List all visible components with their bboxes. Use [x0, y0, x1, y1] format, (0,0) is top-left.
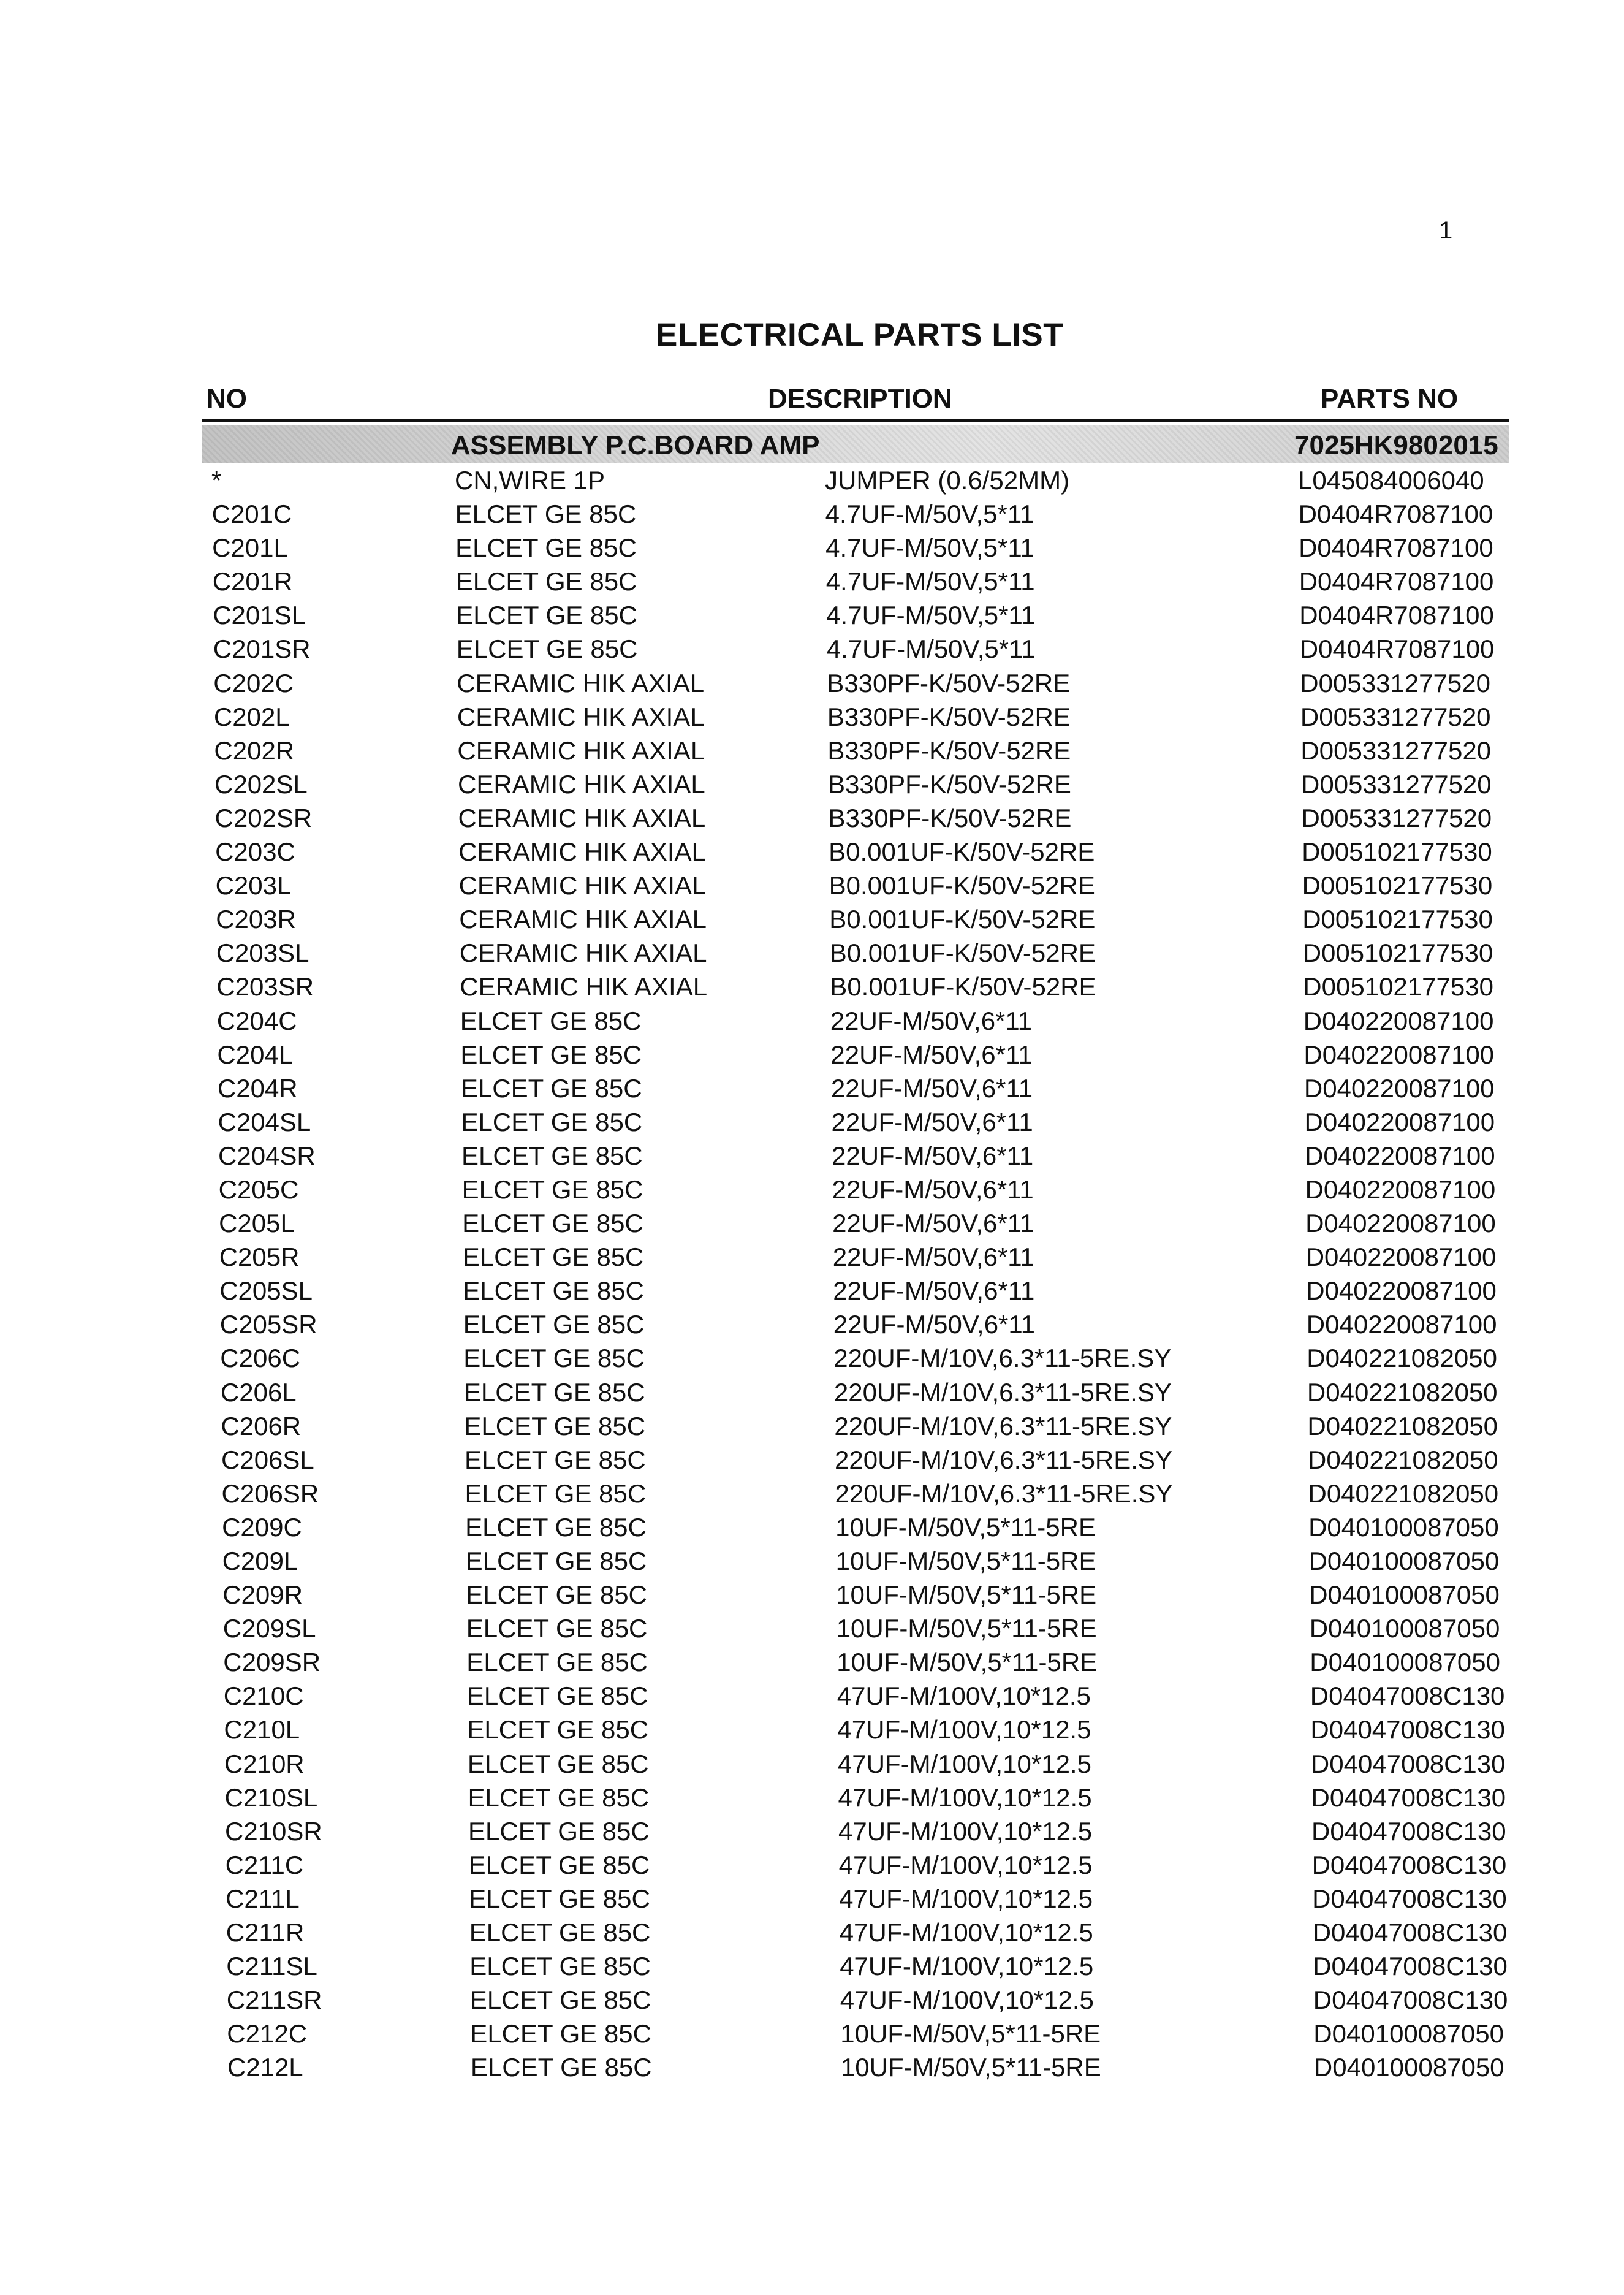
part-description: ELCET GE 85C: [465, 1547, 647, 1575]
part-specification: 220UF-M/10V,6.3*11-5RE.SY: [833, 1377, 1172, 1407]
part-specification: 220UF-M/10V,6.3*11-5RE.SY: [834, 1411, 1172, 1441]
header-divider: [202, 419, 1509, 422]
part-parts-no: D040100087050: [1313, 2053, 1504, 2082]
part-specification: 10UF-M/50V,5*11-5RE: [836, 1580, 1097, 1610]
table-row: [7, 1206, 1624, 1240]
part-description: ELCET GE 85C: [456, 601, 637, 630]
column-header-description: DESCRIPTION: [768, 384, 952, 414]
part-specification: B0.001UF-K/50V-52RE: [829, 938, 1096, 968]
part-description: ELCET GE 85C: [455, 500, 637, 529]
part-specification: 220UF-M/10V,6.3*11-5RE.SY: [835, 1445, 1172, 1474]
table-row: [15, 1983, 1624, 2017]
part-number-ref: C210SL: [224, 1783, 318, 1812]
table-row: [11, 1544, 1624, 1578]
part-parts-no: D0404R7087100: [1299, 567, 1494, 596]
part-description: ELCET GE 85C: [461, 1174, 643, 1204]
part-specification: 220UF-M/10V,6.3*11-5RE.SY: [833, 1344, 1172, 1373]
part-parts-no: D005331277520: [1300, 668, 1490, 698]
table-row: [13, 1781, 1624, 1814]
part-specification: 10UF-M/50V,5*11-5RE: [840, 2019, 1101, 2049]
table-row: [7, 1173, 1624, 1206]
part-number-ref: C210SR: [225, 1816, 322, 1846]
part-parts-no: D005102177530: [1302, 871, 1493, 900]
part-description: ELCET GE 85C: [460, 1006, 642, 1035]
part-parts-no: D040220087100: [1306, 1310, 1497, 1339]
part-number-ref: C212L: [227, 2053, 303, 2082]
column-header-no: NO: [207, 384, 247, 414]
part-number-ref: C201SL: [213, 601, 306, 630]
table-row: [5, 970, 1624, 1003]
part-parts-no: D005331277520: [1301, 769, 1492, 799]
part-number-ref: C201L: [212, 533, 288, 563]
assembly-label: ASSEMBLY P.C.BOARD AMP: [451, 430, 820, 460]
part-number-ref: C203L: [215, 871, 292, 900]
part-specification: 4.7UF-M/50V,5*11: [826, 601, 1036, 630]
part-specification: 47UF-M/100V,10*12.5: [837, 1715, 1091, 1745]
part-number-ref: C204L: [217, 1040, 294, 1069]
part-number-ref: C201SR: [213, 634, 311, 664]
part-specification: 47UF-M/100V,10*12.5: [839, 1918, 1093, 1947]
part-number-ref: C210C: [223, 1681, 304, 1711]
part-number-ref: C205R: [219, 1243, 300, 1272]
part-parts-no: D0404R7087100: [1299, 533, 1493, 563]
table-row: [3, 767, 1624, 801]
part-parts-no: D04047008C130: [1310, 1681, 1505, 1711]
table-row: [15, 1916, 1624, 1949]
part-parts-no: D0404R7087100: [1299, 634, 1495, 664]
part-specification: 22UF-M/50V,6*11: [832, 1174, 1034, 1204]
part-description: ELCET GE 85C: [468, 1850, 650, 1879]
part-description: ELCET GE 85C: [462, 1209, 643, 1238]
part-description: ELCET GE 85C: [455, 533, 637, 563]
part-description: ELCET GE 85C: [467, 1715, 649, 1745]
part-parts-no: D005102177530: [1302, 938, 1493, 968]
part-description: ELCET GE 85C: [470, 2019, 651, 2049]
part-description: ELCET GE 85C: [469, 1918, 651, 1947]
part-description: ELCET GE 85C: [464, 1411, 646, 1441]
part-number-ref: C202C: [213, 668, 294, 698]
part-specification: 10UF-M/50V,5*11-5RE: [835, 1512, 1096, 1542]
part-specification: 10UF-M/50V,5*11-5RE: [840, 2053, 1101, 2082]
table-row: [7, 1105, 1624, 1139]
part-specification: B330PF-K/50V-52RE: [828, 769, 1071, 799]
table-row: [2, 700, 1624, 734]
table-row: [14, 1882, 1624, 1916]
table-row: [2, 666, 1624, 700]
part-number-ref: C210R: [224, 1749, 305, 1778]
assembly-parts-no: 7025HK9802015: [1294, 430, 1498, 460]
part-specification: 22UF-M/50V,6*11: [833, 1276, 1035, 1306]
table-row: [2, 632, 1624, 666]
part-specification: 22UF-M/50V,6*11: [830, 1006, 1033, 1035]
table-row: [9, 1307, 1624, 1341]
part-specification: JUMPER (0.6/52MM): [825, 466, 1070, 495]
table-row: [7, 1139, 1624, 1173]
part-description: CERAMIC HIK AXIAL: [458, 769, 705, 799]
table-row: [12, 1713, 1624, 1746]
part-number-ref: C209SL: [222, 1614, 316, 1643]
part-parts-no: D040220087100: [1305, 1174, 1496, 1204]
part-number-ref: C206L: [220, 1377, 297, 1407]
part-description: ELCET GE 85C: [461, 1107, 643, 1136]
part-specification: 47UF-M/100V,10*12.5: [840, 1952, 1094, 1981]
part-description: ELCET GE 85C: [469, 1884, 650, 1913]
part-description: CN,WIRE 1P: [455, 466, 605, 495]
part-specification: B0.001UF-K/50V-52RE: [829, 837, 1095, 867]
part-parts-no: D005102177530: [1303, 972, 1493, 1002]
table-row: [4, 902, 1624, 936]
part-description: ELCET GE 85C: [465, 1512, 647, 1542]
part-number-ref: C203SR: [216, 972, 314, 1002]
page-title: ELECTRICAL PARTS LIST: [656, 317, 1064, 353]
part-description: CERAMIC HIK AXIAL: [457, 668, 705, 698]
part-parts-no: D040100087050: [1310, 1648, 1500, 1677]
table-row: [1, 565, 1624, 598]
part-specification: 22UF-M/50V,6*11: [832, 1141, 1034, 1170]
part-description: ELCET GE 85C: [468, 1783, 650, 1812]
part-number-ref: C210L: [224, 1715, 300, 1745]
part-number-ref: C211SR: [226, 1985, 322, 2015]
table-row: [1, 531, 1624, 565]
part-parts-no: D040220087100: [1304, 1107, 1495, 1136]
part-parts-no: D04047008C130: [1312, 1918, 1508, 1947]
table-row: [4, 835, 1624, 869]
table-row: [10, 1443, 1624, 1477]
part-description: CERAMIC HIK AXIAL: [457, 702, 705, 731]
table-row: [1, 598, 1624, 632]
part-description: CERAMIC HIK AXIAL: [458, 803, 706, 832]
part-parts-no: D0404R7087100: [1299, 601, 1494, 630]
part-number-ref: C203R: [216, 905, 296, 934]
part-description: ELCET GE 85C: [462, 1243, 644, 1272]
part-number-ref: C206R: [221, 1411, 302, 1441]
assembly-row: [202, 425, 1509, 463]
part-number-ref: C206C: [220, 1344, 301, 1373]
part-number-ref: C202R: [214, 736, 295, 765]
part-specification: B330PF-K/50V-52RE: [828, 803, 1072, 832]
column-header-parts-no: PARTS NO: [1321, 384, 1459, 414]
part-specification: B330PF-K/50V-52RE: [827, 702, 1071, 731]
part-number-ref: C206SR: [221, 1479, 319, 1508]
part-number-ref: C209R: [222, 1580, 303, 1610]
part-parts-no: D005331277520: [1300, 702, 1491, 731]
part-parts-no: D04047008C130: [1311, 1816, 1506, 1846]
part-parts-no: D040220087100: [1306, 1276, 1497, 1306]
part-description: ELCET GE 85C: [466, 1681, 648, 1711]
part-description: ELCET GE 85C: [463, 1377, 645, 1407]
part-parts-no: D040221082050: [1308, 1445, 1498, 1474]
table-row: [6, 1004, 1624, 1038]
part-number-ref: C206SL: [221, 1445, 314, 1474]
table-row: [5, 936, 1624, 970]
part-parts-no: D040220087100: [1305, 1141, 1495, 1170]
table-row: [8, 1240, 1624, 1274]
part-number-ref: C202SR: [214, 803, 313, 832]
part-parts-no: D005331277520: [1301, 803, 1492, 832]
table-row: [6, 1038, 1624, 1071]
part-specification: 22UF-M/50V,6*11: [832, 1243, 1034, 1272]
part-description: ELCET GE 85C: [467, 1749, 649, 1778]
part-description: ELCET GE 85C: [455, 567, 637, 596]
part-specification: 10UF-M/50V,5*11-5RE: [837, 1648, 1098, 1677]
part-description: CERAMIC HIK AXIAL: [460, 972, 708, 1002]
table-row: [10, 1510, 1624, 1544]
part-specification: 22UF-M/50V,6*11: [830, 1073, 1033, 1103]
part-number-ref: C205L: [219, 1209, 295, 1238]
table-row: [9, 1376, 1624, 1409]
part-number-ref: C204C: [216, 1006, 297, 1035]
table-row: [9, 1409, 1624, 1443]
part-specification: 4.7UF-M/50V,5*11: [826, 634, 1036, 664]
table-row: [16, 2050, 1624, 2084]
table-row: [0, 463, 1624, 497]
part-number-ref: C205SR: [219, 1310, 317, 1339]
part-specification: 4.7UF-M/50V,5*11: [825, 500, 1034, 529]
part-number-ref: C211L: [226, 1884, 300, 1913]
part-parts-no: D040221082050: [1308, 1479, 1499, 1508]
part-specification: 22UF-M/50V,6*11: [833, 1310, 1036, 1339]
parts-table: [0, 463, 1624, 2085]
part-parts-no: D040100087050: [1309, 1614, 1500, 1643]
table-row: [6, 1071, 1624, 1105]
part-specification: 47UF-M/100V,10*12.5: [837, 1749, 1091, 1778]
part-number-ref: C205C: [218, 1174, 299, 1204]
part-parts-no: D04047008C130: [1311, 1850, 1507, 1879]
table-row: [10, 1477, 1624, 1510]
part-parts-no: D04047008C130: [1310, 1749, 1506, 1778]
part-parts-no: D04047008C130: [1313, 1952, 1508, 1981]
table-row: [11, 1578, 1624, 1612]
part-description: ELCET GE 85C: [463, 1310, 645, 1339]
part-specification: 47UF-M/100V,10*12.5: [840, 1985, 1094, 2015]
part-description: ELCET GE 85C: [469, 1952, 651, 1981]
part-parts-no: D040220087100: [1303, 1040, 1495, 1069]
part-specification: 22UF-M/50V,6*11: [831, 1107, 1033, 1136]
part-parts-no: D040220087100: [1305, 1243, 1497, 1272]
part-description: CERAMIC HIK AXIAL: [458, 837, 706, 867]
part-specification: 4.7UF-M/50V,5*11: [825, 567, 1035, 596]
part-parts-no: D040220087100: [1303, 1073, 1495, 1103]
part-parts-no: D040221082050: [1307, 1344, 1497, 1373]
part-number-ref: C204SL: [218, 1107, 311, 1136]
part-number-ref: C209L: [222, 1547, 298, 1575]
part-description: ELCET GE 85C: [461, 1141, 643, 1170]
part-specification: 47UF-M/100V,10*12.5: [838, 1816, 1093, 1846]
part-description: ELCET GE 85C: [466, 1580, 647, 1610]
part-description: CERAMIC HIK AXIAL: [458, 871, 707, 900]
part-number-ref: C201C: [211, 500, 292, 529]
part-number-ref: C209SR: [223, 1648, 321, 1677]
table-row: [13, 1814, 1624, 1848]
part-number-ref: C201R: [212, 567, 293, 596]
part-parts-no: D04047008C130: [1312, 1884, 1507, 1913]
part-parts-no: D04047008C130: [1311, 1783, 1506, 1812]
table-row: [9, 1341, 1624, 1375]
part-description: ELCET GE 85C: [470, 2053, 652, 2082]
table-row: [14, 1848, 1624, 1882]
table-row: [8, 1274, 1624, 1307]
part-description: ELCET GE 85C: [468, 1816, 650, 1846]
part-specification: B0.001UF-K/50V-52RE: [830, 972, 1096, 1002]
part-parts-no: D040100087050: [1309, 1580, 1500, 1610]
table-row: [12, 1679, 1624, 1713]
part-parts-no: D0404R7087100: [1298, 500, 1493, 529]
part-parts-no: D005102177530: [1302, 837, 1492, 867]
part-specification: B330PF-K/50V-52RE: [827, 668, 1071, 698]
part-number-ref: C205SL: [219, 1276, 313, 1306]
table-row: [4, 801, 1624, 835]
part-number-ref: C202L: [213, 702, 290, 731]
part-number-ref: C204SR: [218, 1141, 316, 1170]
part-number-ref: C209C: [222, 1512, 302, 1542]
part-specification: B0.001UF-K/50V-52RE: [829, 871, 1095, 900]
part-description: CERAMIC HIK AXIAL: [459, 938, 707, 968]
part-description: ELCET GE 85C: [465, 1479, 647, 1508]
part-number-ref: C204R: [217, 1073, 298, 1103]
part-specification: B0.001UF-K/50V-52RE: [829, 905, 1096, 934]
part-description: CERAMIC HIK AXIAL: [459, 905, 707, 934]
part-parts-no: D005102177530: [1302, 905, 1493, 934]
part-description: CERAMIC HIK AXIAL: [457, 736, 705, 765]
part-parts-no: D040220087100: [1305, 1209, 1496, 1238]
table-row: [1, 497, 1624, 531]
part-parts-no: D005331277520: [1300, 736, 1492, 765]
part-specification: B330PF-K/50V-52RE: [827, 736, 1071, 765]
part-specification: 47UF-M/100V,10*12.5: [838, 1850, 1093, 1879]
part-parts-no: D04047008C130: [1313, 1985, 1508, 2015]
part-number-ref: C211R: [226, 1918, 305, 1947]
part-number-ref: C202SL: [214, 769, 308, 799]
part-description: ELCET GE 85C: [456, 634, 638, 664]
part-parts-no: L045084006040: [1298, 466, 1484, 495]
part-description: ELCET GE 85C: [466, 1648, 648, 1677]
part-specification: 22UF-M/50V,6*11: [832, 1209, 1034, 1238]
table-row: [13, 1747, 1624, 1781]
part-specification: 4.7UF-M/50V,5*11: [825, 533, 1034, 563]
part-description: ELCET GE 85C: [463, 1344, 645, 1373]
part-description: ELCET GE 85C: [469, 1985, 651, 2015]
part-parts-no: D040100087050: [1313, 2019, 1504, 2049]
part-specification: 47UF-M/100V,10*12.5: [839, 1884, 1093, 1913]
part-specification: 10UF-M/50V,5*11-5RE: [835, 1547, 1096, 1575]
part-number-ref: C203C: [215, 837, 295, 867]
table-row: [2, 734, 1624, 767]
part-description: ELCET GE 85C: [466, 1614, 648, 1643]
part-specification: 220UF-M/10V,6.3*11-5RE.SY: [835, 1479, 1173, 1508]
table-row: [12, 1645, 1624, 1679]
part-specification: 47UF-M/100V,10*12.5: [837, 1681, 1091, 1711]
part-specification: 10UF-M/50V,5*11-5RE: [836, 1614, 1097, 1643]
part-description: ELCET GE 85C: [460, 1040, 642, 1069]
part-parts-no: D040100087050: [1308, 1512, 1499, 1542]
table-row: [4, 869, 1624, 902]
part-description: ELCET GE 85C: [463, 1276, 644, 1306]
part-description: ELCET GE 85C: [460, 1073, 642, 1103]
part-number-ref: C212C: [227, 2019, 308, 2049]
part-number-ref: C211SL: [226, 1952, 317, 1981]
part-parts-no: D040100087050: [1308, 1547, 1500, 1575]
table-row: [15, 1949, 1624, 1983]
part-number-ref: *: [211, 466, 222, 495]
page-number: 1: [1439, 217, 1453, 244]
part-specification: 47UF-M/100V,10*12.5: [838, 1783, 1092, 1812]
part-parts-no: D040221082050: [1307, 1377, 1498, 1407]
table-row: [12, 1612, 1624, 1645]
table-row: [15, 2017, 1624, 2050]
part-number-ref: C203SL: [216, 938, 309, 968]
part-parts-no: D040221082050: [1307, 1411, 1498, 1441]
part-parts-no: D04047008C130: [1310, 1715, 1506, 1745]
part-description: ELCET GE 85C: [465, 1445, 646, 1474]
part-number-ref: C211C: [225, 1850, 304, 1879]
part-parts-no: D040220087100: [1303, 1006, 1494, 1035]
part-specification: 22UF-M/50V,6*11: [830, 1040, 1033, 1069]
